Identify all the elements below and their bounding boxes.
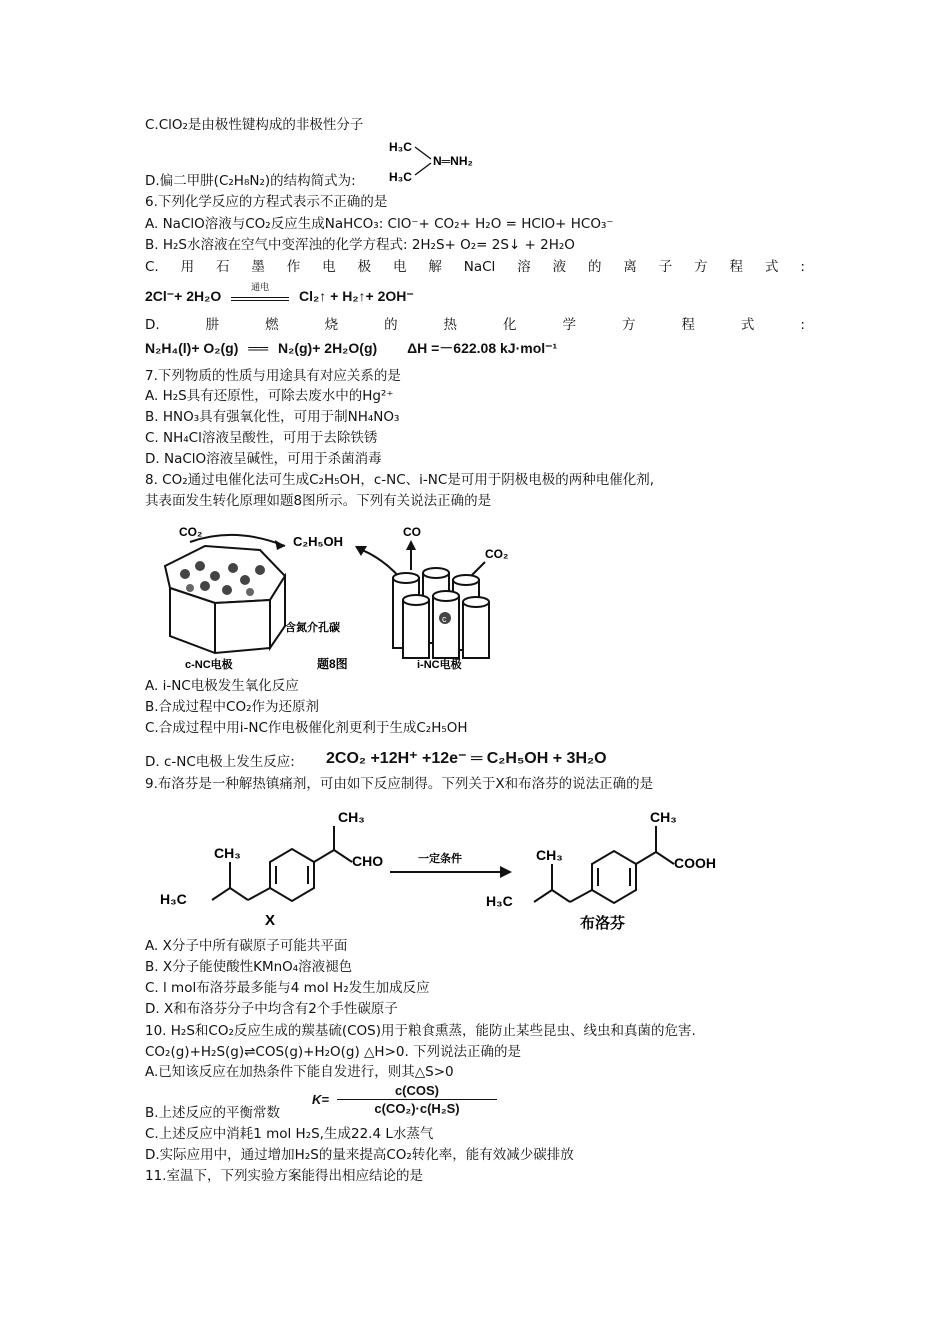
q6-option-d-equation — [145, 338, 557, 358]
figure-middle-label: 含氮介孔碳 — [285, 622, 340, 634]
q10-option-d: D.实际应用中，通过增加H₂S的量来提高CO₂转化率，能有效减少碳排放 — [145, 1147, 574, 1163]
figure-co2-right: CO₂ — [485, 547, 509, 561]
combustion-right: N₂(g)+ 2H₂O(g) — [278, 340, 378, 356]
q9-option-b: B. X分子能使酸性KMnO₄溶液褪色 — [145, 959, 353, 975]
q6-option-c-char: 解 — [428, 259, 442, 275]
q7-option-c: C. NH₄Cl溶液呈酸性，可用于去除铁锈 — [145, 430, 378, 446]
q6-stem: 6.下列化学反应的方程式表示不正确的是 — [145, 194, 388, 210]
combustion-equals: ══ — [248, 340, 269, 356]
figure-co2-left: CO₂ — [179, 525, 203, 539]
q6-option-c-char: 液 — [552, 259, 567, 275]
q6-option-c-char: 方 — [694, 259, 708, 275]
ibuprofen-label: 布洛芬 — [580, 915, 626, 932]
figure-right-label: i-NC电极 — [417, 659, 462, 671]
q6-option-b: B. H₂S水溶液在空气中变浑浊的化学方程式: 2H₂S+ O₂= 2S↓ + 2H₂O — [145, 237, 575, 253]
q6-option-d-char: 烧 — [324, 317, 339, 333]
ibuprofen-ch3-left: CH₃ — [536, 847, 563, 863]
q6-option-d-char: 燃 — [265, 317, 279, 333]
q7-option-b: B. HNO₃具有强氧化性，可用于制NH₄NO₃ — [145, 409, 400, 425]
q8-option-a: A. i-NC电极发生氧化反应 — [145, 678, 299, 694]
x-ch3-left: CH₃ — [214, 845, 241, 861]
figure-c2h5oh: C₂H₅OH — [293, 534, 344, 549]
structure-ch3-top: H₃C — [389, 140, 412, 154]
figure-caption: 题8图 — [317, 657, 348, 671]
q6-option-a: A. NaClO溶液与CO₂反应生成NaHCO₃: ClO⁻+ CO₂+ H₂O = HClO+ HCO₃⁻ — [145, 216, 614, 232]
q8-option-c: C.合成过程中用i-NC作电极催化剂更利于生成C₂H₅OH — [145, 720, 468, 736]
i-nc-cylinders — [393, 568, 489, 658]
q6-option-c — [145, 258, 805, 276]
q5-option-d: D.偏二甲肼(C₂H₈N₂)的结构简式为: — [145, 173, 356, 189]
structure-bond-bottom — [415, 163, 431, 175]
q10-stem-line2: CO₂(g)+H₂S(g)⇌COS(g)+H₂O(g) △H>0. 下列说法正确的是 — [145, 1044, 522, 1060]
k-denominator: c(CO₂)·c(H₂S) — [374, 1101, 460, 1116]
q6-option-c-char: 的 — [587, 259, 602, 275]
q10-option-b: B.上述反应的平衡常数 — [145, 1105, 281, 1121]
combustion-enthalpy: ΔH =－622.08 kJ·mol⁻¹ — [407, 340, 558, 356]
q6-option-d-char: 程 — [681, 317, 695, 333]
q6-option-c-char: 离 — [623, 259, 637, 275]
reaction-condition: 一定条件 — [418, 853, 462, 865]
q8-figure — [145, 518, 530, 673]
q6-option-c-char: 式 — [764, 259, 779, 275]
k-symbol: K= — [312, 1092, 329, 1107]
q6-option-c-char: 石 — [216, 259, 230, 275]
dimethylhydrazine-structure — [385, 135, 515, 187]
q6-option-d — [145, 316, 805, 334]
k-numerator: c(COS) — [394, 1083, 440, 1098]
q8-option-d-equation: 2CO₂ +12H⁺ +12e⁻ ═ C₂H₅OH + 3H₂O — [326, 750, 607, 767]
x-h3c: H₃C — [160, 891, 187, 907]
ibuprofen-cooh: COOH — [674, 855, 716, 871]
q6-option-c-char: NaCl — [463, 259, 496, 275]
q6-option-c-char: 用 — [180, 259, 195, 275]
x-ch3-top: CH₃ — [338, 809, 365, 825]
q9-option-a: A. X分子中所有碳原子可能共平面 — [145, 938, 348, 954]
q10-stem-line1: 10. H₂S和CO₂反应生成的羰基硫(COS)用于粮食熏蒸，能防止某些昆虫、线虫和真菌的危害. — [145, 1023, 696, 1039]
q6-option-d-char: 热 — [443, 317, 458, 333]
q7-option-a: A. H₂S具有还原性，可除去废水中的Hg²⁺ — [145, 388, 394, 404]
q6-option-c-char: 子 — [658, 259, 673, 275]
electrolysis-condition: 通电 — [251, 282, 270, 292]
structure-bond-top — [415, 147, 431, 159]
q6-option-d-char: : — [800, 317, 805, 333]
figure-left-label: c-NC电极 — [185, 659, 233, 671]
electrolysis-right: Cl₂↑ + H₂↑+ 2OH⁻ — [299, 288, 414, 304]
q6-option-d-char: 式 — [740, 317, 755, 333]
q8-option-d: D. c-NC电极上发生反应: — [145, 754, 295, 770]
electrolysis-arrow — [231, 297, 289, 301]
q6-option-d-char: 方 — [621, 317, 636, 333]
structure-ch3-bottom: H₃C — [389, 170, 412, 184]
x-label: X — [265, 912, 276, 929]
q6-option-d-char: D. — [145, 317, 160, 333]
x-cho: CHO — [352, 853, 384, 869]
c-nc-particle-label: c — [223, 572, 228, 582]
ibuprofen-structure — [534, 826, 674, 903]
q10-option-a: A.已知该反应在加热条件下能自发进行，则其△S>0 — [145, 1064, 454, 1080]
q6-option-d-char: 化 — [503, 317, 517, 333]
q6-option-c-char: 程 — [729, 259, 744, 275]
q5-option-c: C.ClO₂是由极性键构成的非极性分子 — [145, 117, 364, 133]
q7-stem: 7.下列物质的性质与用途具有对应关系的是 — [145, 368, 401, 384]
q6-option-c-char: 极 — [357, 259, 372, 275]
q9-stem: 9.布洛芬是一种解热镇痛剂，可由如下反应制得。下列关于X和布洛芬的说法正确的是 — [145, 776, 654, 792]
structure-n-group: N═NH₂ — [433, 154, 473, 168]
q7-option-d: D. NaClO溶液呈碱性，可用于杀菌消毒 — [145, 451, 382, 467]
q6-option-c-char: 溶 — [517, 259, 531, 275]
electrolysis-left: 2Cl⁻+ 2H₂O — [145, 288, 222, 304]
figure-arrow-left — [190, 535, 285, 546]
q8-stem-line2: 其表面发生转化原理如题8图所示。下列有关说法正确的是 — [145, 493, 492, 509]
q6-option-c-char: : — [800, 259, 805, 275]
q9-option-c: C. l mol布洛芬最多能与4 mol H₂发生加成反应 — [145, 980, 430, 996]
q6-option-d-char: 的 — [384, 317, 398, 333]
ibuprofen-h3c: H₃C — [486, 893, 513, 909]
svg-text:c: c — [442, 614, 447, 624]
q6-option-c-char: 墨 — [251, 259, 265, 275]
q6-option-d-char: 学 — [562, 317, 576, 333]
q9-reaction-scheme — [150, 800, 750, 940]
q8-option-b: B.合成过程中CO₂作为还原剂 — [145, 699, 320, 715]
q6-option-c-char: 电 — [392, 259, 407, 275]
q10-option-c: C.上述反应中消耗1 mol H₂S,生成22.4 L水蒸气 — [145, 1126, 434, 1142]
q6-option-c-char: C. — [145, 259, 159, 275]
ibuprofen-ch3-top: CH₃ — [650, 809, 677, 825]
q6-option-c-char: 作 — [286, 259, 301, 275]
q6-option-c-equation — [145, 282, 414, 305]
x-structure — [212, 826, 352, 901]
q11-stem: 11.室温下，下列实验方案能得出相应结论的是 — [145, 1168, 423, 1184]
combustion-left: N₂H₄(l)+ O₂(g) — [145, 340, 239, 356]
figure-co: CO — [403, 525, 421, 539]
q8-stem-line1: 8. CO₂通过电催化法可生成C₂H₅OH，c-NC、i-NC是可用于阴极电极的两种电催化剂, — [145, 472, 655, 488]
q9-option-d: D. X和布洛芬分子中均含有2个手性碳原子 — [145, 1001, 398, 1017]
q10-option-b-equation — [312, 1083, 497, 1116]
q6-option-c-char: 电 — [322, 259, 336, 275]
q6-option-d-char: 肼 — [205, 317, 220, 333]
